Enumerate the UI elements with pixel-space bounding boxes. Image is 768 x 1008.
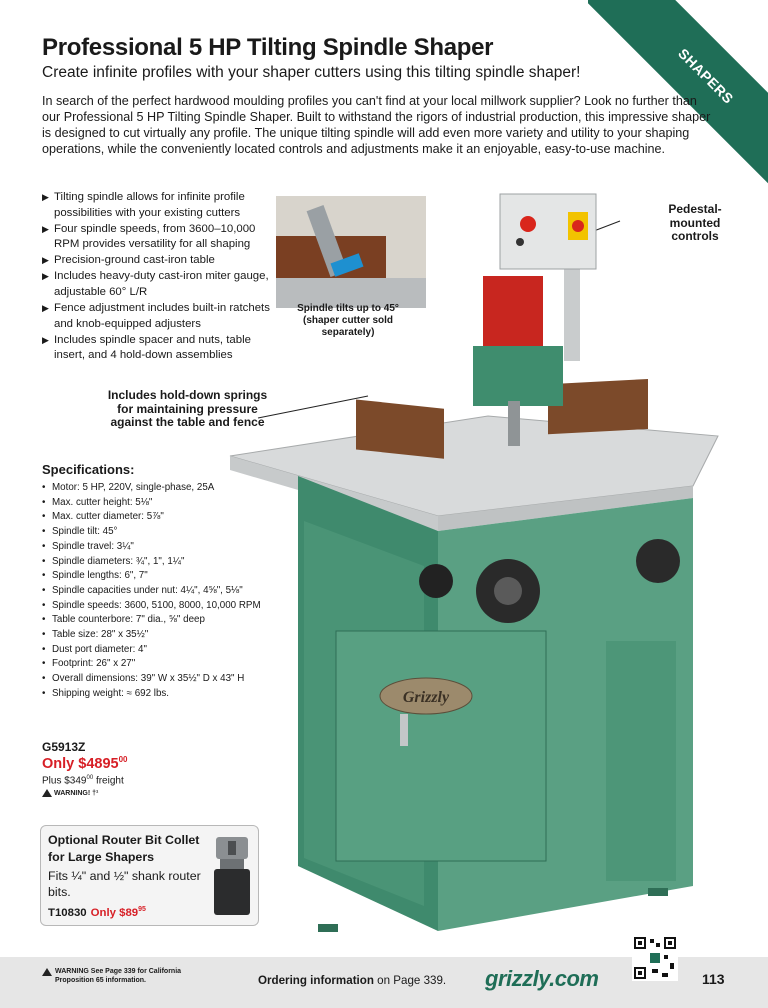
spec-item: • Shipping weight: ≈ 692 lbs. (42, 687, 272, 702)
spec-item: • Table size: 28" x 35½" (42, 628, 272, 643)
ordering-info: Ordering information on Page 339. (258, 974, 447, 987)
controls-caption: Pedestal-mounted controls (668, 202, 722, 243)
spec-item: • Spindle speeds: 3600, 5100, 8000, 10,000 RPM (42, 599, 272, 614)
freight-price: Plus $\$349^{00}$ freight (42, 774, 124, 787)
shaper-machine-image (228, 186, 728, 946)
spindle-tilt-caption: Spindle tilts up to 45° (shaper cutter sold separately) (297, 303, 399, 338)
warning-note: WARNING! †¹ (42, 789, 128, 797)
spec-item: • Spindle tilt: 45° (42, 525, 272, 540)
bullet-arrow-icon: ▶ (42, 334, 49, 345)
feature-item: ▶ Four spindle speeds, from 3600–10,000 RPM provides versatility for all shaping (42, 222, 256, 251)
spec-item: • Spindle capacities under nut: 4¼", 4⅝", 5⅛" (42, 584, 272, 599)
pricing-block (42, 740, 128, 797)
spec-item: • Spindle diameters: ¾", 1", 1¼" (42, 555, 272, 570)
spec-item: • Max. cutter diameter: 5⅞" (42, 510, 272, 525)
accessory-heading: Optional Router Bit Collet for Large Shapers (48, 833, 200, 864)
machine-cabinet (298, 476, 693, 932)
intro-paragraph: In search of the perfect hardwood moulding profiles you can't find at your local millwork supplier? Look no further than our Professional 5 HP Tilting Spindle Shaper. Built to withstand the rigors of industrial production, this impressive shaper is designed to cut virtually any profile. The unique tilting spindle will add even more variety and utility to your shaping operations, while the conveniently located controls and adjustments make it an enjoyable, easy-to-use machine. (42, 94, 711, 156)
spec-item: • Spindle lengths: 6", 7" (42, 569, 272, 584)
optional-accessory-box (40, 825, 259, 926)
page-title: Professional 5 HP Tilting Spindle Shaper (42, 34, 494, 61)
accessory-price: T10830 Only $\$89^{95}$ (48, 906, 146, 919)
feature-item: ▶ Precision-ground cast-iron table (42, 253, 274, 269)
grizzly-website-logo[interactable]: grizzly.com (485, 966, 599, 991)
page-number: 113 (702, 971, 725, 987)
warning-triangle-icon (42, 968, 52, 976)
page-footer (0, 957, 768, 1008)
specifications-list (42, 481, 272, 702)
router-collet-image (210, 833, 254, 919)
page-subtitle: Create infinite profiles with your shaper cutters using this tilting spindle shaper! (42, 64, 581, 81)
bullet-arrow-icon: ▶ (42, 303, 49, 314)
spec-item: • Motor: 5 HP, 220V, single-phase, 25A (42, 481, 272, 496)
bullet-arrow-icon: ▶ (42, 223, 49, 234)
prop65-warning: WARNING See Page 339 for California Proposition 65 information. (42, 968, 192, 985)
feature-item: ▶ Includes spindle spacer and nuts, table insert, and 4 hold-down assemblies (42, 333, 251, 362)
spindle-tilt-inset-photo (276, 196, 426, 308)
spec-item: • Footprint: 26" x 27" (42, 657, 272, 672)
hold-down-caption: Includes hold-down springs for maintaining pressure against the table and fence (107, 388, 268, 429)
feature-item: ▶ Includes heavy-duty cast-iron miter gauge, adjustable 60° L/R (42, 270, 269, 299)
bullet-arrow-icon: ▶ (42, 255, 49, 266)
feature-item: ▶ Tilting spindle allows for infinite profile possibilities with your existing cutters (42, 191, 245, 219)
bullet-arrow-icon: ▶ (42, 271, 49, 282)
spec-item: • Max. cutter height: 5⅛" (42, 496, 272, 511)
price: Only $4895$^{00}$ (42, 755, 128, 772)
model-number: G5913Z (42, 740, 86, 754)
grizzly-logo-plate: Grizzly (402, 689, 450, 706)
section-label: SHAPERS (675, 45, 737, 107)
warning-triangle-icon (42, 789, 52, 797)
qr-code-icon[interactable] (632, 935, 678, 981)
spec-item: • Spindle travel: 3¼" (42, 540, 272, 555)
feature-item: ▶ Fence adjustment includes built-in ratchets and knob-equipped adjusters (42, 302, 270, 330)
spec-item: • Overall dimensions: 39" W x 35½" D x 43" H (42, 672, 272, 687)
spec-item: • Dust port diameter: 4" (42, 643, 272, 658)
accessory-description: Fits ¼" and ½" shank router bits. (48, 869, 201, 899)
specifications-heading: Specifications: (42, 462, 135, 477)
bullet-arrow-icon: ▶ (42, 192, 49, 202)
spec-item: • Table counterbore: 7" dia., ⅝" deep (42, 613, 272, 628)
